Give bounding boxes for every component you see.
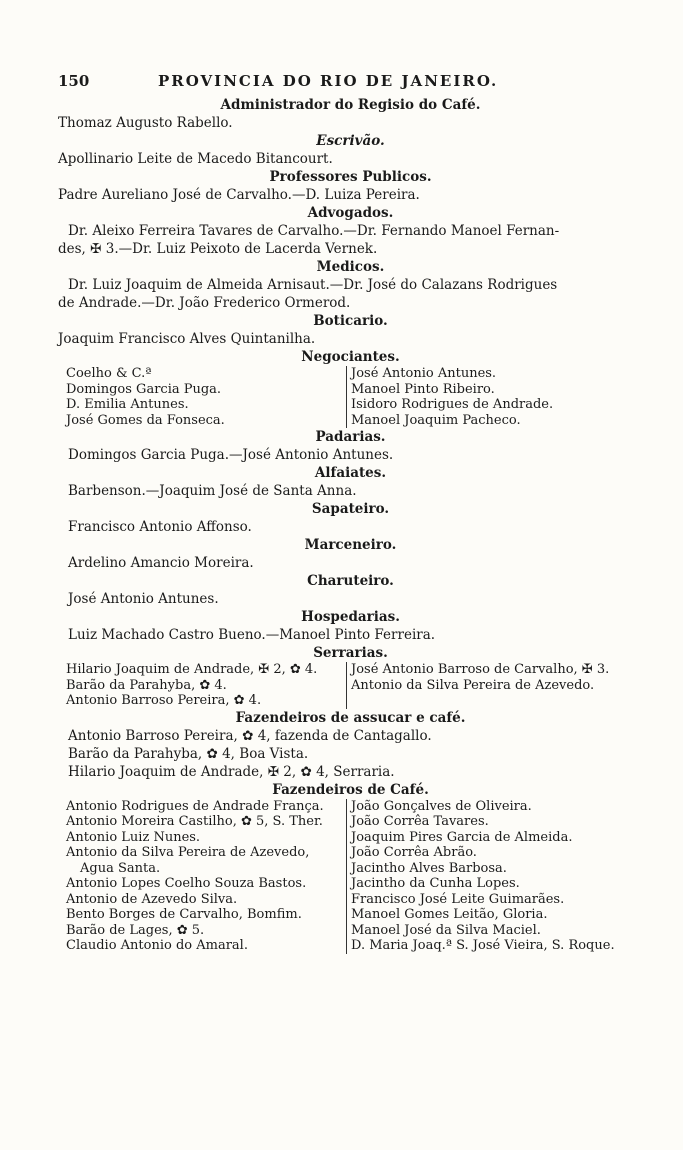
left-column: [66, 799, 346, 954]
list-item: Francisco José Leite Guimarães.: [351, 891, 565, 907]
text-line: de Andrade.—Dr. João Frederico Ormerod.: [58, 295, 351, 311]
list-item: D. Emilia Antunes.: [66, 397, 189, 412]
text-line: des, ✠ 3.—Dr. Luiz Peixoto de Lacerda Vernek.: [58, 241, 378, 257]
list-item: João Corrêa Tavares.: [351, 814, 489, 829]
list-item: Isidoro Rodrigues de Andrade.: [351, 397, 554, 412]
right-column: [346, 799, 643, 954]
list-item: Claudio Antonio do Amaral.: [66, 938, 248, 953]
fazendeiros-cafe-columns: [66, 799, 643, 954]
list-item: D. Maria Joaq.ª S. José Vieira, S. Roque.: [351, 938, 615, 953]
list-item: Manoel Joaquim Pacheco.: [351, 412, 521, 428]
list-item: João Corrêa Abrão.: [351, 845, 477, 860]
list-item: Antonio Rodrigues de Andrade França.: [66, 798, 324, 814]
list-item: Antonio Lopes Coelho Souza Bastos.: [66, 876, 307, 891]
list-item: Agua Santa.: [80, 860, 161, 876]
list-item: João Gonçalves de Oliveira.: [351, 798, 532, 814]
list-item: Antonio Luiz Nunes.: [66, 829, 201, 845]
list-item: Antonio da Silva Pereira de Azevedo.: [351, 677, 595, 693]
text-line: Thomaz Augusto Rabello.: [58, 115, 233, 131]
list-item: José Gomes da Fonseca.: [66, 412, 225, 428]
heading-hospedarias: Hospedarias.: [301, 609, 400, 625]
heading-advogados: Advogados.: [307, 205, 394, 221]
list-item: Antonio de Azevedo Silva.: [66, 891, 238, 907]
text-line: Barão da Parahyba, ✿ 4, Boa Vista.: [68, 745, 309, 762]
heading-fazendeiros-assucar: Fazendeiros de assucar e café.: [235, 709, 466, 726]
list-item: José Antonio Barroso de Carvalho, ✠ 3.: [351, 662, 610, 677]
page-content: [58, 96, 643, 954]
right-column: [346, 366, 643, 428]
heading-marceneiro: Marceneiro.: [304, 537, 397, 553]
heading-fazendeiros-cafe: Fazendeiros de Café.: [272, 781, 429, 798]
list-item: Jacintho da Cunha Lopes.: [351, 876, 520, 891]
heading-medicos: Medicos.: [316, 259, 385, 275]
list-item: Bento Borges de Carvalho, Bomfim.: [66, 907, 302, 922]
text-line: Antonio Barroso Pereira, ✿ 4, fazenda de Cantagallo.: [68, 727, 432, 744]
heading-administrador: Administrador do Regisio do Café.: [220, 97, 481, 113]
heading-padarias: Padarias.: [315, 429, 386, 445]
heading-boticario: Boticario.: [313, 313, 388, 329]
text-line: Barbenson.—Joaquim José de Santa Anna.: [68, 483, 357, 499]
heading-charuteiro: Charuteiro.: [307, 573, 394, 589]
text-line: Joaquim Francisco Alves Quintanilha.: [58, 331, 316, 347]
list-item: Antonio Barroso Pereira, ✿ 4.: [66, 693, 262, 708]
text-line: José Antonio Antunes.: [68, 591, 219, 607]
text-line: Domingos Garcia Puga.—José Antonio Antunes.: [68, 447, 394, 463]
list-item: Antonio da Silva Pereira de Azevedo,: [66, 845, 310, 860]
text-line: Dr. Luiz Joaquim de Almeida Arnisaut.—Dr. José do Calazans Rodrigues: [68, 277, 558, 293]
text-line: Dr. Aleixo Ferreira Tavares de Carvalho.—Dr. Fernando Manoel Fernan-: [68, 223, 560, 239]
list-item: Manoel Pinto Ribeiro.: [351, 381, 495, 397]
list-item: Manoel Gomes Leitão, Gloria.: [351, 907, 548, 922]
text-line: Hilario Joaquim de Andrade, ✠ 2, ✿ 4, Serraria.: [68, 763, 395, 780]
heading-serrarias: Serrarias.: [313, 645, 388, 661]
text-line: Padre Aureliano José de Carvalho.—D. Luiza Pereira.: [58, 187, 420, 203]
heading-sapateiro: Sapateiro.: [311, 501, 390, 517]
list-item: Barão de Lages, ✿ 5.: [66, 922, 205, 938]
list-item: Manoel José da Silva Maciel.: [351, 922, 541, 938]
right-column: [346, 662, 643, 709]
heading-alfaiates: Alfaiates.: [314, 465, 387, 481]
list-item: José Antonio Antunes.: [351, 366, 497, 381]
running-title: PROVINCIA DO RIO DE JANEIRO.: [158, 72, 499, 90]
list-item: Hilario Joaquim de Andrade, ✠ 2, ✿ 4.: [66, 662, 318, 677]
list-item: Barão da Parahyba, ✿ 4.: [66, 677, 227, 693]
list-item: Coelho & C.ª: [66, 366, 152, 381]
text-line: Apollinario Leite de Macedo Bitancourt.: [58, 151, 333, 167]
list-item: Joaquim Pires Garcia de Almeida.: [351, 829, 573, 845]
left-column: [66, 662, 346, 709]
heading-negociantes: Negociantes.: [301, 349, 400, 365]
list-item: Jacintho Alves Barbosa.: [351, 860, 507, 876]
text-line: Francisco Antonio Affonso.: [68, 519, 252, 535]
serrarias-columns: [66, 662, 643, 709]
heading-professores: Professores Publicos.: [269, 169, 432, 185]
text-line: Ardelino Amancio Moreira.: [68, 555, 254, 571]
page-number: 150: [58, 72, 90, 90]
left-column: [66, 366, 346, 428]
page-header: [58, 72, 658, 96]
list-item: Domingos Garcia Puga.: [66, 381, 222, 397]
negociantes-columns: [66, 366, 643, 428]
text-line: Luiz Machado Castro Bueno.—Manoel Pinto Ferreira.: [68, 627, 436, 643]
heading-escrivao: Escrivão.: [316, 133, 385, 149]
list-item: Antonio Moreira Castilho, ✿ 5, S. Ther.: [66, 814, 323, 829]
